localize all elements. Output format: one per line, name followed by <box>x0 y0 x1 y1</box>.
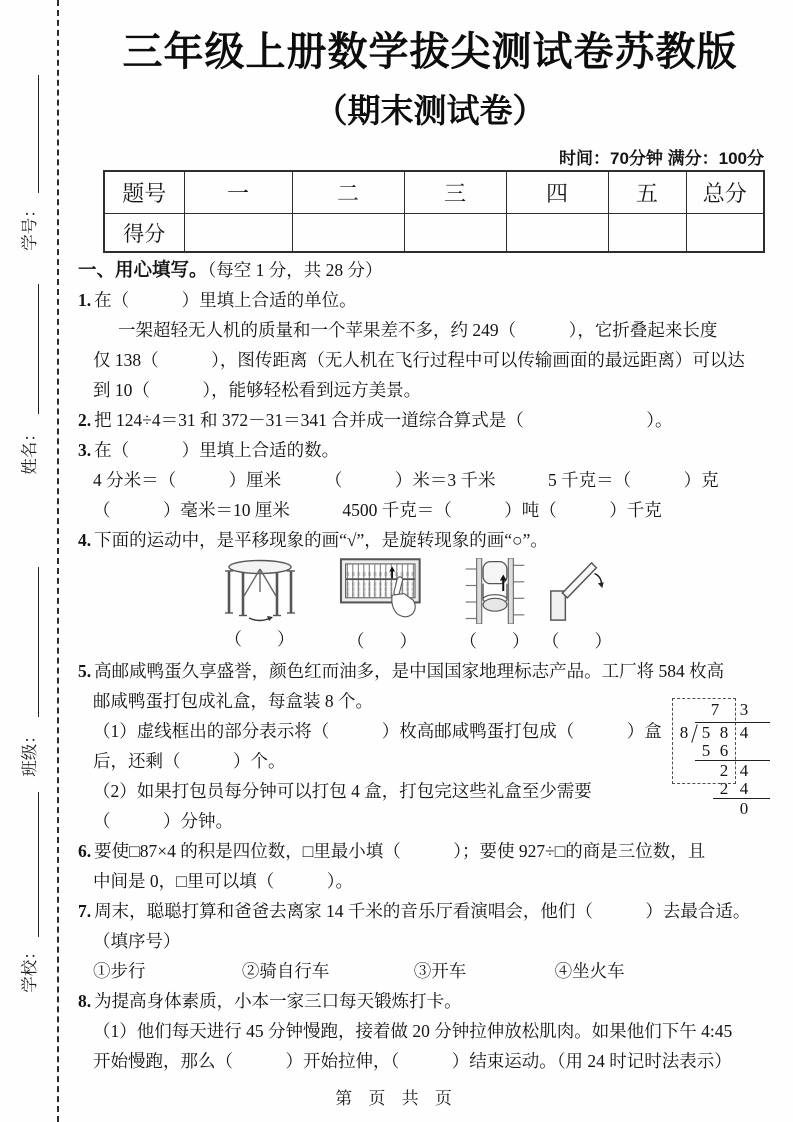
score-cell[interactable] <box>404 214 506 253</box>
question-number: 3. <box>78 440 92 460</box>
question-1-line <box>78 315 784 345</box>
question-text: 为提高身体素质，小本一家三口每天锻炼打卡。 <box>94 991 462 1011</box>
question-text: 到 10（ ），能够轻松看到远方美景。 <box>93 380 422 400</box>
student-id-label-text: 学号： <box>20 201 39 251</box>
score-cell[interactable] <box>184 214 292 253</box>
question-text: 一架超轻无人机的质量和一个苹果差不多，约 249（ ），它折叠起来长度 <box>118 320 718 340</box>
page-footer: 第 页 共 页 <box>335 1089 458 1108</box>
question-1 <box>78 285 784 315</box>
question-number: 6. <box>78 841 92 861</box>
score-cell[interactable] <box>608 214 686 253</box>
motion-images-row <box>202 558 784 656</box>
question-2 <box>78 405 784 435</box>
school-blank-line[interactable] <box>38 792 39 937</box>
answer-blank[interactable]: （ ） <box>542 631 612 651</box>
question-6-line <box>78 866 784 896</box>
division-dashed-box <box>672 698 736 784</box>
division-divisor: 8 <box>679 723 689 742</box>
header <box>78 20 782 169</box>
score-cell[interactable] <box>506 214 608 253</box>
option-train: ④坐火车 <box>554 961 625 981</box>
barrier-gate-icon <box>546 558 608 624</box>
question-8 <box>78 986 784 1016</box>
question-3 <box>78 435 784 465</box>
question-number: 5. <box>78 661 92 681</box>
score-table-header-cell: 总分 <box>686 171 764 214</box>
question-text: （ ）分钟。 <box>93 811 233 831</box>
question-text: （填序号） <box>93 931 181 951</box>
option-car: ③开车 <box>413 961 467 981</box>
division-remainder: 0 <box>739 799 749 818</box>
question-text: 邮咸鸭蛋打包成礼盒，每盒装 8 个。 <box>93 691 373 711</box>
division-digit: 6 <box>719 741 729 760</box>
section-heading <box>78 255 784 285</box>
section-heading-title: 一、用心填写。 <box>78 259 208 280</box>
division-digit: 5 <box>701 741 711 760</box>
score-table-header-cell: 三 <box>404 171 506 214</box>
seal-dashed-line <box>57 0 59 1122</box>
school-label-text: 学校： <box>20 943 39 993</box>
question-text: 开始慢跑，那么（ ）开始拉伸，（ ）结束运动。（用 24 时记时法表示） <box>93 1051 732 1071</box>
question-3-line <box>78 465 784 495</box>
student-id-label <box>4 200 52 252</box>
question-text: 下面的运动中，是平移现象的画“√”，是旋转现象的画“○”。 <box>94 530 548 550</box>
revolving-door-icon <box>222 558 298 622</box>
question-number: 7. <box>78 901 92 921</box>
page-title: 三年级上册数学拔尖测试卷苏教版 <box>122 30 738 74</box>
division-digit: 4 <box>739 779 749 798</box>
question-7 <box>78 896 784 926</box>
answer-blank[interactable]: （ ） <box>224 629 295 649</box>
score-row-label: 得分 <box>104 214 184 253</box>
section-heading-note: （每空 1 分，共 28 分） <box>207 260 383 280</box>
question-text: 中间是 0，□里可以填（ ）。 <box>93 871 353 891</box>
question-6 <box>78 836 784 866</box>
option-walk: ①步行 <box>93 961 146 981</box>
question-7-options <box>78 956 784 986</box>
score-table-header-cell: 五 <box>608 171 686 214</box>
question-3-line <box>78 495 784 525</box>
question-8-line <box>78 1046 784 1076</box>
question-1-line <box>78 345 784 375</box>
school-label <box>4 942 52 994</box>
student-id-blank-line[interactable] <box>38 75 39 193</box>
name-blank-line[interactable] <box>38 284 39 414</box>
division-digit: 8 <box>719 723 729 742</box>
question-text: 周末，聪聪打算和爸爸去离家 14 千米的音乐厅看演唱会，他们（ ）去最合适。 <box>94 901 751 921</box>
motion-figure-elevator <box>447 558 542 656</box>
page-subtitle: （期末测试卷） <box>314 92 546 129</box>
time-score-meta: 时间：70分钟 满分：100分 <box>559 149 764 168</box>
division-digit: 7 <box>710 700 720 719</box>
division-digit: 2 <box>719 761 729 780</box>
division-digit: 2 <box>719 779 729 798</box>
answer-blank[interactable]: （ ） <box>347 631 417 651</box>
name-label-text: 姓名： <box>20 425 39 475</box>
elevator-icon <box>463 558 527 624</box>
score-table-header-cell: 题号 <box>104 171 184 214</box>
question-text: 仅 138（ ），图传距离（无人机在飞行过程中可以传输画面的最远距离）可以达 <box>93 350 745 370</box>
question-number: 1. <box>78 290 92 310</box>
score-table <box>103 170 765 253</box>
motion-figure-revolving-door <box>202 558 317 656</box>
question-5 <box>78 656 784 686</box>
question-text: 在（ ）里填上合适的单位。 <box>94 290 357 310</box>
long-division-diagram <box>667 701 785 823</box>
question-text: 高邮咸鸭蛋久享盛誉，颜色红而油多，是中国国家地理标志产品。工厂将 584 枚高 <box>94 661 725 681</box>
division-digit: 3 <box>739 700 749 719</box>
name-label <box>4 424 52 476</box>
question-text: 后，还剩（ ）个。 <box>93 751 286 771</box>
question-text: （ ）毫米＝10 厘米 4500 千克＝（ ）吨（ ）千克 <box>93 500 662 520</box>
question-4 <box>78 525 784 555</box>
option-bicycle: ②骑自行车 <box>241 961 330 981</box>
question-text: （2）如果打包员每分钟可以打包 4 盒，打包完这些礼盒至少需要 <box>93 781 592 801</box>
score-cell[interactable] <box>292 214 404 253</box>
class-label-text: 班级： <box>20 727 39 777</box>
class-label <box>4 726 52 778</box>
abacus-icon <box>332 558 432 624</box>
question-text: （1）他们每天进行 45 分钟慢跑，接着做 20 分钟拉伸放松肌肉。如果他们下午 4:45 <box>93 1021 733 1041</box>
motion-figure-barrier-gate <box>542 558 612 656</box>
question-text: 要使□87×4 的积是四位数，□里最小填（ ）；要使 927÷□的商是三位数，且 <box>94 841 706 861</box>
question-number: 8. <box>78 991 92 1011</box>
questions-section <box>78 255 784 1076</box>
question-text: 在（ ）里填上合适的数。 <box>94 440 340 460</box>
question-1-line <box>78 375 784 405</box>
question-number: 2. <box>78 410 92 430</box>
question-8-line <box>78 1016 784 1046</box>
question-text: 4 分米＝（ ）厘米 （ ）米＝3 千米 5 千克＝（ ）克 <box>93 470 719 490</box>
class-blank-line[interactable] <box>38 567 39 717</box>
division-digit: 5 <box>701 723 711 742</box>
division-digit: 4 <box>739 723 749 742</box>
division-digit: 4 <box>739 761 749 780</box>
question-text: （1）虚线框出的部分表示将（ ）枚高邮咸鸭蛋打包成（ ）盒 <box>93 721 662 741</box>
question-7-line <box>78 926 784 956</box>
question-text: 把 124÷4＝31 和 372－31＝341 合并成一道综合算式是（ ）。 <box>94 410 673 430</box>
question-number: 4. <box>78 530 92 550</box>
motion-figure-abacus <box>317 558 447 656</box>
score-cell[interactable] <box>686 214 764 253</box>
score-table-header-cell: 二 <box>292 171 404 214</box>
answer-blank[interactable]: （ ） <box>459 631 530 651</box>
score-table-header-cell: 四 <box>506 171 608 214</box>
score-table-header-cell: 一 <box>184 171 292 214</box>
